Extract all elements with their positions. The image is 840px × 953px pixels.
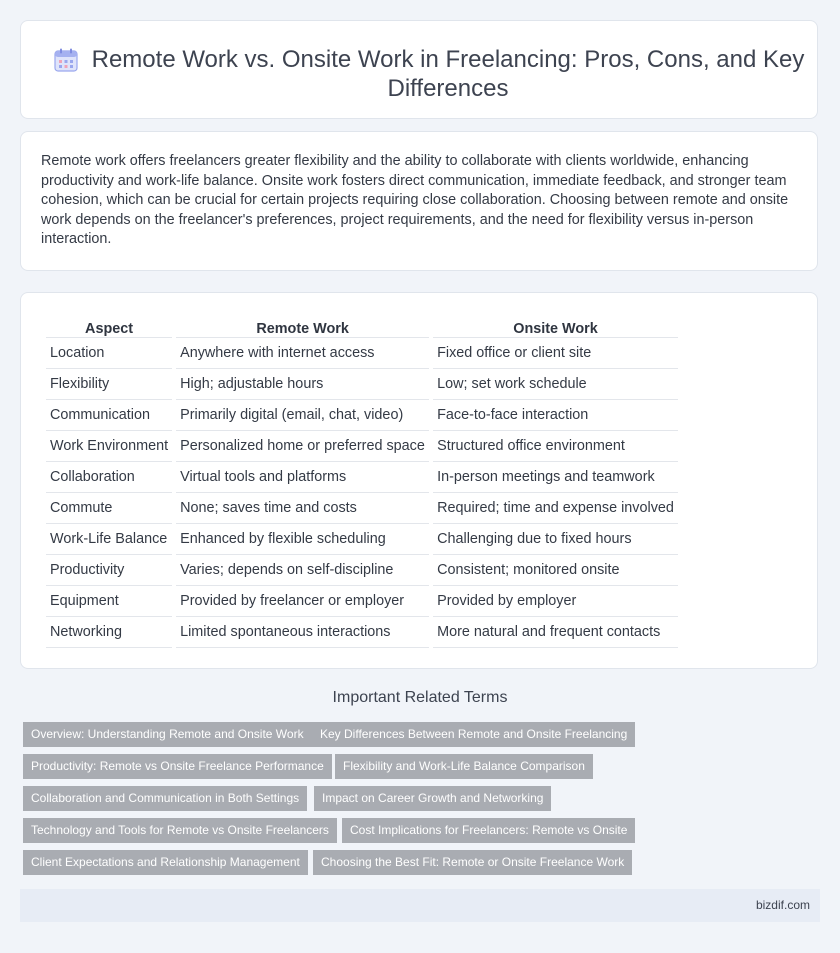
intro-paragraph: Remote work offers freelancers greater flexibility and the ability to collaborate with clients worldwide, enhancing productivity and work-life balance. Onsite work fosters direct communication, immediate feedback, and stronger team cohesion, which can be crucial for certain projects requiring close collaboration. Choosing between remote and onsite work depends on the freelancer's preferences, project requirements, and the need for flexibility versus in-person interaction. — [41, 153, 789, 247]
aspect-cell: Collaboration — [46, 462, 172, 493]
aspect-cell: Equipment — [46, 586, 172, 617]
related-term-tag[interactable]: Cost Implications for Freelancers: Remote vs Onsite — [342, 818, 635, 843]
onsite-cell: Fixed office or client site — [433, 338, 678, 369]
comparison-card — [20, 292, 818, 669]
remote-cell: Personalized home or preferred space — [176, 431, 429, 462]
comparison-table — [42, 315, 682, 648]
related-term-tag[interactable]: Collaboration and Communication in Both Settings — [23, 786, 307, 811]
title-card — [20, 20, 818, 119]
related-term-tag[interactable]: Impact on Career Growth and Networking — [314, 786, 551, 811]
remote-cell: Anywhere with internet access — [176, 338, 429, 369]
remote-cell: Primarily digital (email, chat, video) — [176, 400, 429, 431]
table-row — [46, 555, 678, 586]
related-term-tag[interactable]: Productivity: Remote vs Onsite Freelance Performance — [23, 754, 332, 779]
onsite-cell: More natural and frequent contacts — [433, 617, 678, 648]
column-header-remote: Remote Work — [176, 315, 429, 338]
table-row — [46, 338, 678, 369]
related-term-tag[interactable]: Key Differences Between Remote and Onsite Freelancing — [312, 722, 635, 747]
onsite-cell: Challenging due to fixed hours — [433, 524, 678, 555]
remote-cell: Provided by freelancer or employer — [176, 586, 429, 617]
table-row — [46, 431, 678, 462]
aspect-cell: Flexibility — [46, 369, 172, 400]
onsite-cell: Provided by employer — [433, 586, 678, 617]
table-row — [46, 586, 678, 617]
onsite-cell: Face-to-face interaction — [433, 400, 678, 431]
related-term-tag[interactable]: Technology and Tools for Remote vs Onsite Freelancers — [23, 818, 337, 843]
page-title: Remote Work vs. Onsite Work in Freelancing: Pros, Cons, and Key Differences — [91, 46, 805, 102]
remote-cell: Virtual tools and platforms — [176, 462, 429, 493]
onsite-cell: Consistent; monitored onsite — [433, 555, 678, 586]
onsite-cell: Low; set work schedule — [433, 369, 678, 400]
column-header-aspect: Aspect — [46, 315, 172, 338]
remote-cell: None; saves time and costs — [176, 493, 429, 524]
related-terms-heading: Important Related Terms — [332, 689, 508, 706]
remote-cell: Varies; depends on self-discipline — [176, 555, 429, 586]
aspect-cell: Location — [46, 338, 172, 369]
remote-cell: Enhanced by flexible scheduling — [176, 524, 429, 555]
table-row — [46, 617, 678, 648]
onsite-cell: In-person meetings and teamwork — [433, 462, 678, 493]
table-row — [46, 400, 678, 431]
table-row — [46, 493, 678, 524]
remote-cell: High; adjustable hours — [176, 369, 429, 400]
aspect-cell: Networking — [46, 617, 172, 648]
related-term-tag[interactable]: Flexibility and Work-Life Balance Comparison — [335, 754, 593, 779]
footer-site-link[interactable]: bizdif.com — [755, 898, 810, 912]
onsite-cell: Required; time and expense involved — [433, 493, 678, 524]
remote-cell: Limited spontaneous interactions — [176, 617, 429, 648]
footer-bar — [20, 889, 820, 922]
related-term-tag[interactable]: Choosing the Best Fit: Remote or Onsite Freelance Work — [313, 850, 632, 875]
aspect-cell: Work Environment — [46, 431, 172, 462]
intro-card — [20, 131, 818, 271]
aspect-cell: Productivity — [46, 555, 172, 586]
related-term-tag[interactable]: Overview: Understanding Remote and Onsite Work — [23, 722, 312, 747]
onsite-cell: Structured office environment — [433, 431, 678, 462]
table-header-row — [46, 315, 678, 338]
aspect-cell: Work-Life Balance — [46, 524, 172, 555]
column-header-onsite: Onsite Work — [433, 315, 678, 338]
aspect-cell: Communication — [46, 400, 172, 431]
table-row — [46, 524, 678, 555]
calendar-icon — [53, 47, 79, 73]
table-row — [46, 462, 678, 493]
aspect-cell: Commute — [46, 493, 172, 524]
related-term-tag[interactable]: Client Expectations and Relationship Management — [23, 850, 308, 875]
table-row — [46, 369, 678, 400]
